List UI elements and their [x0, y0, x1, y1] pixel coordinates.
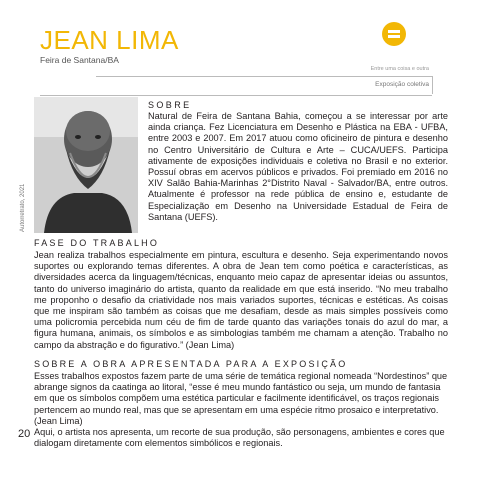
- header-divider-bottom: [40, 95, 432, 96]
- equals-icon: [382, 22, 406, 46]
- artist-portrait: [34, 97, 138, 233]
- sobre-heading: SOBRE: [148, 100, 192, 110]
- obra-paragraph-2: Aqui, o artista nos apresenta, um recorte de sua produção, são personagens, ambientes e cores que dialogam diretamente com elementos simbólicos e regionais.: [34, 427, 445, 449]
- header-divider: [96, 76, 432, 77]
- obra-text: [34, 371, 448, 449]
- obra-heading: SOBRE A OBRA APRESENTADA PARA A EXPOSIÇÃO: [34, 359, 348, 369]
- header-divider-vertical: [432, 76, 433, 94]
- fase-text: Jean realiza trabalhos especialmente em pintura, escultura e desenho. Seja experimentando novos suportes ou explorando temas diferentes. A obra de Jean tem como poética e características, as diversidades acerca da linguagem/técnicas, enquanto meio capaz de apresentar ideias ou assuntos, tanto do universo imaginário do artista, quanto da realidade em que está inserido. “No meu trabalho me proponho o desafio da criatividade nos mais variados suportes, técnicas e estéticas. As coisas que me inspiram são também as coisas que me desafiam, desde as mais simples possíveis como uma policromia percebida num céu de fim de tarde quanto das variações tonais do azul do mar, a figura humana, animais, os símbolos e as simbologias também me chamam a atenção. Trabalho no campo da abstração e do figurativo.” (Jean Lima): [34, 250, 448, 350]
- page-number: 20: [18, 428, 31, 440]
- obra-paragraph-1: Esses trabalhos expostos fazem parte de uma série de temática regional nomeada “Nordestinos” que abrange signos da caatinga ao litoral, “esse é meu mundo fantástico ou seja, um mundo de fantasia em que os símbolos compõem uma estética particular e facilmente identificável, os traços regionais pertencem ao mundo real, mas que se apresentam em uma espécie ritmo prosaico e interpretativo. (Jean Lima): [34, 371, 448, 426]
- sobre-text: Natural de Feira de Santana Bahia, começou a se interessar por arte ainda criança. Fez Licenciatura em Desenho e Plástica na EBA - UFBA, entre 2003 e 2007. Em 2017 atuou como oficineiro de pintura e desenho no Centro Universitário de Cultura e Arte – CUCA/UEFS. Participa ativamente de exposições individuais e coletiva no Brasil e no exterior. Possuí obras em acervos públicos e privados. Foi premiado em 2016 no XIV Salão Bahia-Marinhas 2°Distrito Naval - Salvador/BA, entre outros. Atualmente é professor na rede pública de ensino e, estudante de Especialização em Desenho na Universidade Estadual de Feira de Santana (UEFS).: [148, 111, 448, 222]
- exhibition-tag-top: Entre uma coisa e outra: [370, 66, 429, 72]
- exhibition-tag-bottom: Exposição coletiva: [375, 81, 429, 88]
- fase-heading: FASE DO TRABALHO: [34, 238, 160, 248]
- photo-credit: Autorretrato, 2021: [20, 183, 26, 232]
- artist-name: JEAN LIMA: [40, 25, 179, 55]
- artist-location: Feira de Santana/BA: [40, 55, 119, 65]
